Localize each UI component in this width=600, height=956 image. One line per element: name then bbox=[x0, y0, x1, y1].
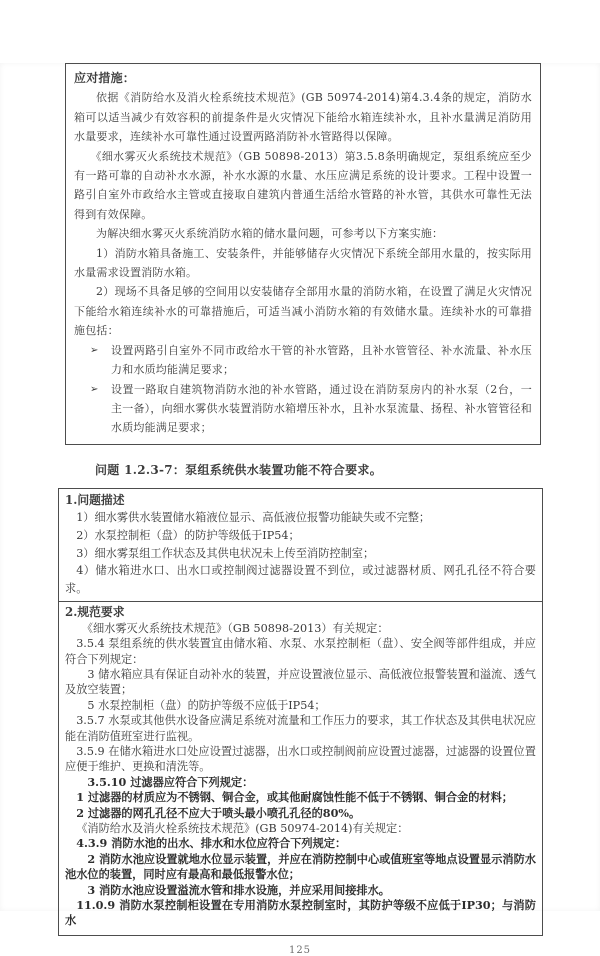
text-line bbox=[74, 282, 532, 340]
text-line-content: 3.5.10 过滤器应符合下列规定： bbox=[87, 774, 254, 789]
text-line bbox=[65, 698, 536, 713]
code-requirements-lines bbox=[65, 621, 536, 929]
text-line bbox=[65, 744, 536, 775]
measures-lines bbox=[74, 69, 532, 438]
code-requirements-header: 2.规范要求 bbox=[65, 605, 125, 620]
measures-box bbox=[65, 63, 541, 445]
text-line-content: 3 消防水池应设置溢流水管和排水设施，并应采用间接排水。 bbox=[87, 882, 390, 897]
text-line-content: 2）现场不具备足够的空间用以安装储存全部用水量的消防水箱，在设置了满足火灾情况下能给水箱连续补水的可靠措施后，可适当减小消防水箱的有效储水量。连续补水的可靠措施包括： bbox=[74, 285, 532, 338]
text-line-content: 4.3.9 消防水池的出水、排水和水位应符合下列规定： bbox=[76, 836, 347, 851]
document-page bbox=[0, 63, 600, 956]
text-line-content: 11.0.9 消防水泵控制柜设置在专用消防水泵控制室时，其防护等级不应低于IP30；与消防水 bbox=[65, 898, 536, 928]
text-line bbox=[65, 806, 536, 821]
text-line bbox=[65, 836, 536, 851]
text-line-content: 3.5.9 在储水箱进水口处应设置过滤器，出水口或控制阀前应设置过滤器，过滤器的设置位置应便于维护、更换和清洗等。 bbox=[65, 744, 536, 774]
text-line-content: 4）储水箱进水口、出水口或控制阀过滤器设置不到位，或过滤器材质、网孔孔径不符合要求。 bbox=[65, 564, 536, 595]
text-line-content: 《细水雾灭火系统技术规范》（GB 50898-2013）有关规定： bbox=[81, 621, 389, 635]
text-line bbox=[74, 69, 532, 88]
text-line-content: 2 过滤器的网孔孔径不应大于喷头最小喷孔孔径的80%。 bbox=[76, 805, 361, 820]
text-line bbox=[74, 244, 532, 283]
text-line-content: 应对措施： bbox=[74, 71, 136, 85]
text-line bbox=[65, 527, 536, 545]
text-line bbox=[74, 147, 532, 225]
text-line-content: 1 过滤器的材质应为不锈钢、铜合金，或其他耐腐蚀性能不低于不锈钢、铜合金的材料； bbox=[76, 790, 513, 805]
text-line-content: 2 消防水池应设置就地水位显示装置，并应在消防控制中心或值班室等地点设置显示消防水池水位的装置，同时应有最高和最低报警水位； bbox=[65, 851, 536, 882]
problem-description-items bbox=[65, 509, 536, 597]
text-line-content: 1）细水雾供水装置储水箱液位显示、高低液位报警功能缺失或不完整； bbox=[76, 511, 431, 525]
text-line bbox=[65, 509, 536, 527]
text-line-content: 3）细水雾泵组工作状态及其供电状况未上传至消防控制室； bbox=[76, 546, 375, 560]
text-line-content: 3.5.4 泵组系统的供水装置宜由储水箱、水泵、水泵控制柜（盘）、安全阀等部件组成，并应符合下列规定： bbox=[65, 637, 536, 666]
problem-description-header: 1.问题描述 bbox=[65, 492, 125, 507]
text-line bbox=[74, 341, 532, 380]
problem-heading: 问题 1.2.3-7：泵组系统供水装置功能不符合要求。 bbox=[95, 462, 383, 477]
code-requirements-section bbox=[59, 602, 542, 935]
text-line bbox=[65, 898, 536, 929]
text-line-content: 《细水雾灭火系统技术规范》（GB 50898-2013）第3.5.8条明确规定，泵组系统应至少有一路可靠的自动补水水源，补水水源的水量、水压应满足系统的设计要求。工程中设置一路引自室外市政给水主管或直接取自建筑内普通生活给水管路的补水管，其供水可靠性无法得到有效保障。 bbox=[74, 149, 532, 221]
text-line bbox=[65, 852, 536, 883]
text-line bbox=[65, 790, 536, 805]
text-line bbox=[65, 883, 536, 898]
issue-table bbox=[58, 488, 543, 936]
text-line bbox=[74, 224, 532, 243]
text-line bbox=[65, 667, 536, 698]
page-number: 125 bbox=[288, 944, 312, 956]
text-line bbox=[65, 713, 536, 744]
text-line bbox=[65, 636, 536, 667]
text-line-content: 3 储水箱应具有保证自动补水的装置，并应设置液位显示、高低液位报警装置和溢流、透气及放空装置； bbox=[65, 667, 536, 697]
text-line bbox=[65, 821, 536, 836]
text-line bbox=[65, 775, 536, 790]
text-line bbox=[65, 545, 536, 563]
text-line-content: 设置两路引自室外不同市政给水干管的补水管路，且补水管管径、补水流量、补水压力和水质均能满足要求； bbox=[111, 343, 532, 377]
text-line bbox=[65, 621, 536, 636]
text-line bbox=[74, 88, 532, 146]
text-line bbox=[74, 380, 532, 438]
problem-description-section bbox=[59, 489, 542, 603]
text-line-content: 2）水泵控制柜（盘）的防护等级低于IP54； bbox=[76, 528, 300, 542]
text-line-content: 设置一路取自建筑物消防水池的补水管路，通过设在消防泵房内的补水泵（2台，一主一备），向细水雾供水装置消防水箱增压补水，且补水泵流量、扬程、补水管管径和水质均能满足要求； bbox=[111, 382, 532, 435]
text-line-content: 3.5.7 水泵或其他供水设备应满足系统对流量和工作压力的要求，其工作状态及其供电状况应能在消防值班室进行监视。 bbox=[65, 714, 536, 743]
text-line bbox=[65, 562, 536, 597]
text-line-content: 1）消防水箱具备施工、安装条件，并能够储存火灾情况下系统全部用水量的，按实际用水量需求设置消防水箱。 bbox=[74, 246, 532, 280]
bullet-arrow-icon: ➢ bbox=[90, 383, 99, 395]
text-line-content: 依据《消防给水及消火栓系统技术规范》(GB 50974-2014)第4.3.4条的规定，消防水箱可以适当减少有效容积的前提条件是火灾情况下能给水箱连续补水，且补水量满足消防用水量要求，连续补水可靠性通过设置两路消防补水管路得以保障。 bbox=[74, 91, 532, 144]
text-line-content: 为解决细水雾灭火系统消防水箱的储水量问题，可参考以下方案实施： bbox=[96, 227, 444, 241]
bullet-arrow-icon: ➢ bbox=[90, 344, 99, 356]
text-line-content: 《消防给水及消火栓系统技术规范》(GB 50974-2014)有关规定： bbox=[76, 821, 409, 835]
text-line-content: 5 水泵控制柜（盘）的防护等级不应低于IP54； bbox=[87, 698, 326, 712]
